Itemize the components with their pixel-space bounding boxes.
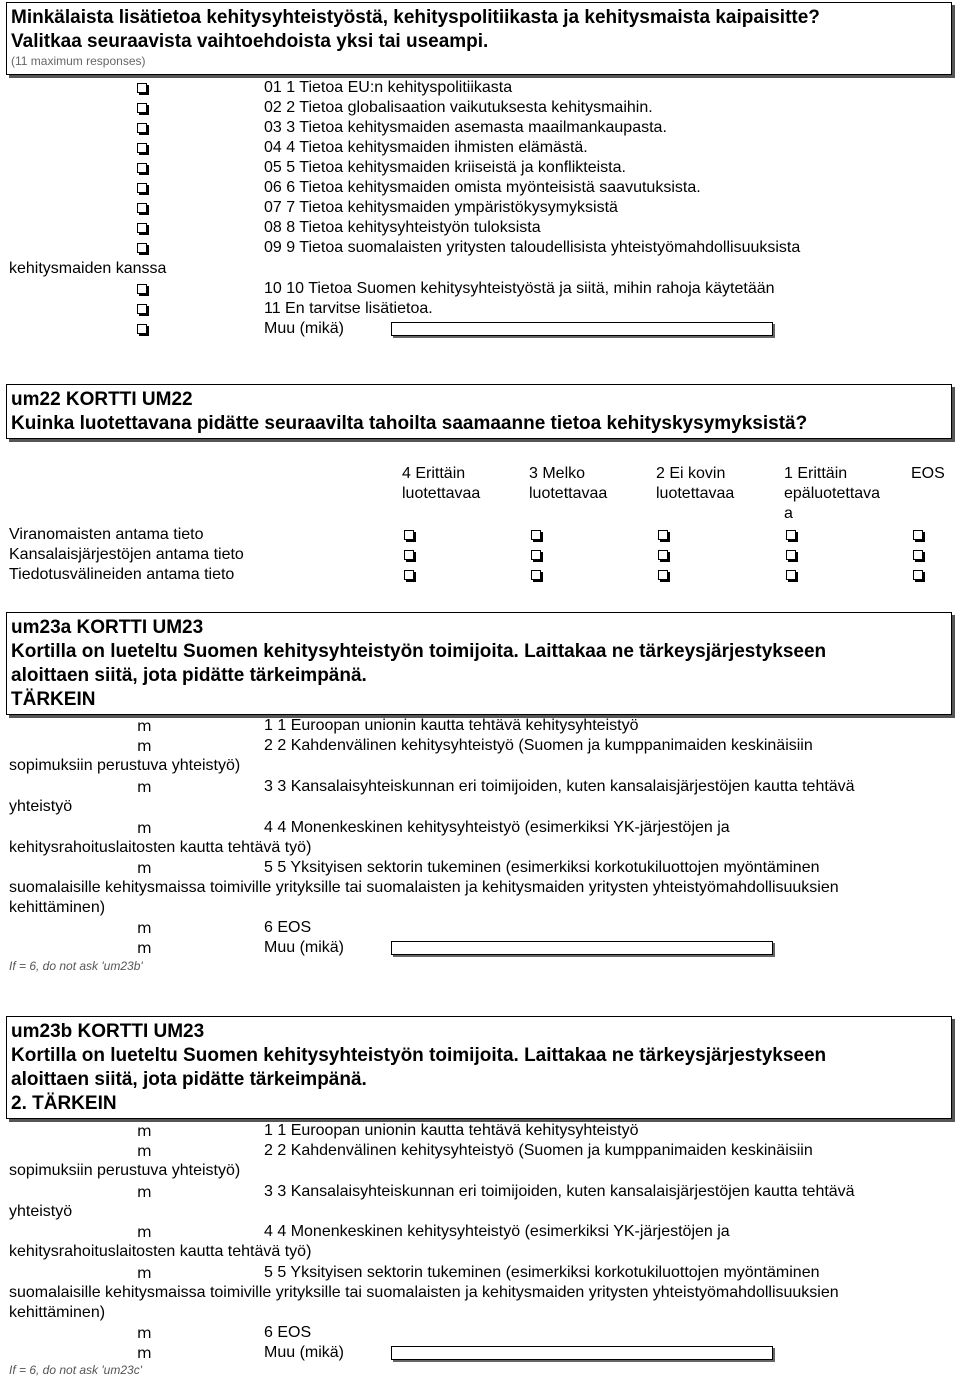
q1-checkbox-04[interactable] — [137, 143, 147, 153]
um22-row-label-3: Tiedotusvälineiden antama tieto — [9, 566, 235, 583]
um22-r3-c3[interactable] — [531, 570, 541, 580]
um23b-option-5-cont2: kehittäminen) — [9, 1304, 106, 1321]
um23b-option-other: Muu (mikä) — [264, 1344, 345, 1361]
um23a-option-4-cont: kehitysrahoituslaitosten kautta tehtävä työ) — [9, 839, 312, 856]
um22-row-label-2: Kansalaisjärjestöjen antama tieto — [9, 546, 244, 563]
um22-r2-c2[interactable] — [658, 550, 668, 560]
um22-r1-eos[interactable] — [913, 530, 923, 540]
um23a-option-4: 4 4 Monenkeskinen kehitysyhteistyö (esimerkiksi YK-järjestöjen ja — [264, 819, 730, 836]
um23b-radio-2[interactable]: m — [137, 1142, 152, 1160]
um22-col-3: 3 Melko luotettavaa — [529, 465, 608, 502]
um23a-option-5: 5 5 Yksityisen sektorin tukeminen (esimerkiksi korkotukiluottojen myöntäminen — [264, 859, 820, 876]
q1-option-04: 04 4 Tietoa kehitysmaiden ihmisten elämästä. — [264, 139, 588, 156]
q1-option-02: 02 2 Tietoa globalisaation vaikutuksesta kehitysmaihin. — [264, 99, 653, 116]
q1-option-other: Muu (mikä) — [264, 320, 345, 337]
um22-code: um22 KORTTI UM22 — [11, 389, 193, 410]
q1-header-box — [6, 2, 952, 75]
q1-title-line2: Valitkaa seuraavista vaihtoehdoista yksi tai useampi. — [11, 31, 489, 52]
um23b-radio-5[interactable]: m — [137, 1264, 152, 1282]
um23b-option-6: 6 EOS — [264, 1324, 312, 1341]
um23a-question-line1: Kortilla on lueteltu Suomen kehitysyhteistyön toimijoita. Laittakaa ne tärkeysjärjestykseen — [11, 641, 827, 662]
um23a-rank: TÄRKEIN — [11, 689, 96, 710]
um23b-option-4: 4 4 Monenkeskinen kehitysyhteistyö (esimerkiksi YK-järjestöjen ja — [264, 1223, 730, 1240]
um22-r1-c4[interactable] — [404, 530, 414, 540]
um23a-radio-4[interactable]: m — [137, 819, 152, 837]
um23b-question-line1: Kortilla on lueteltu Suomen kehitysyhteistyön toimijoita. Laittakaa ne tärkeysjärjestykseen — [11, 1045, 827, 1066]
q1-option-08: 08 8 Tietoa kehitysyhteistyön tuloksista — [264, 219, 541, 236]
q1-checkbox-01[interactable] — [137, 83, 147, 93]
um23a-question-line2: aloittaen siitä, jota pidätte tärkeimpänä. — [11, 665, 367, 686]
q1-title-line1: Minkälaista lisätietoa kehitysyhteistyöstä, kehityspolitiikasta ja kehitysmaista kaipaisitte? — [11, 7, 820, 28]
um23a-option-5-cont2: kehittäminen) — [9, 899, 106, 916]
um23a-header-box — [6, 612, 952, 715]
q1-option-05: 05 5 Tietoa kehitysmaiden kriiseistä ja konflikteista. — [264, 159, 626, 176]
q1-option-09: 09 9 Tietoa suomalaisten yritysten taloudellisista yhteistyömahdollisuuksista — [264, 239, 801, 256]
um23b-radio-1[interactable]: m — [137, 1122, 152, 1140]
um23b-option-5: 5 5 Yksityisen sektorin tukeminen (esimerkiksi korkotukiluottojen myöntäminen — [264, 1264, 820, 1281]
q1-checkbox-09[interactable] — [137, 243, 147, 253]
um22-r1-c3[interactable] — [531, 530, 541, 540]
q1-checkbox-11[interactable] — [137, 304, 147, 314]
q1-max-note: (11 maximum responses) — [11, 54, 146, 68]
um22-r2-c4[interactable] — [404, 550, 414, 560]
um23b-other-input[interactable] — [391, 1346, 773, 1360]
q1-checkbox-02[interactable] — [137, 103, 147, 113]
q1-option-01: 01 1 Tietoa EU:n kehityspolitiikasta — [264, 79, 513, 96]
um23a-option-2-cont: sopimuksiin perustuva yhteistyö) — [9, 757, 241, 774]
um22-col-eos: EOS — [911, 465, 945, 482]
um22-col-1: 1 Erittäin epäluotettava a — [784, 465, 881, 522]
um23b-radio-4[interactable]: m — [137, 1223, 152, 1241]
um23b-option-3: 3 3 Kansalaisyhteiskunnan eri toimijoiden, kuten kansalaisjärjestöjen kautta tehtävä — [264, 1183, 855, 1200]
q1-option-03: 03 3 Tietoa kehitysmaiden asemasta maailmankaupasta. — [264, 119, 667, 136]
um22-r2-eos[interactable] — [913, 550, 923, 560]
um22-r3-c1[interactable] — [786, 570, 796, 580]
q1-option-11: 11 En tarvitse lisätietoa. — [264, 300, 433, 317]
um23a-option-3-cont: yhteistyö — [9, 798, 73, 815]
um23b-option-1: 1 1 Euroopan unionin kautta tehtävä kehitysyhteistyö — [264, 1122, 639, 1139]
um23b-option-3-cont: yhteistyö — [9, 1203, 73, 1220]
um22-r3-c4[interactable] — [404, 570, 414, 580]
um23a-option-5-cont: suomalaisille kehitysmaissa toimiville yrityksille tai suomalaisten ja kehitysmaiden yritysten yhteistyömahdollisuuksien — [9, 879, 839, 896]
q1-option-06: 06 6 Tietoa kehitysmaiden omista myönteisistä saavutuksista. — [264, 179, 701, 196]
um23a-radio-6[interactable]: m — [137, 919, 152, 937]
um23b-radio-other[interactable]: m — [137, 1344, 152, 1362]
q1-option-09-wrap: kehitysmaiden kanssa — [9, 260, 167, 277]
q1-checkbox-10[interactable] — [137, 284, 147, 294]
um22-r1-c2[interactable] — [658, 530, 668, 540]
q1-checkbox-05[interactable] — [137, 163, 147, 173]
q1-checkbox-07[interactable] — [137, 203, 147, 213]
um23a-radio-3[interactable]: m — [137, 778, 152, 796]
um23b-option-2-cont: sopimuksiin perustuva yhteistyö) — [9, 1162, 241, 1179]
um23b-radio-6[interactable]: m — [137, 1324, 152, 1342]
um23a-option-2: 2 2 Kahdenvälinen kehitysyhteistyö (Suomen ja kumppanimaiden keskinäisiin — [264, 737, 813, 754]
um23b-header-box — [6, 1016, 952, 1119]
um22-row-label-1: Viranomaisten antama tieto — [9, 526, 204, 543]
um23a-code: um23a KORTTI UM23 — [11, 617, 204, 638]
q1-checkbox-06[interactable] — [137, 183, 147, 193]
q1-other-input[interactable] — [391, 322, 773, 336]
um23a-radio-1[interactable]: m — [137, 717, 152, 735]
um22-r2-c3[interactable] — [531, 550, 541, 560]
um23b-question-line2: aloittaen siitä, jota pidätte tärkeimpänä. — [11, 1069, 367, 1090]
um23b-option-5-cont: suomalaisille kehitysmaissa toimiville yrityksille tai suomalaisten ja kehitysmaiden yritysten yhteistyömahdollisuuksien — [9, 1284, 839, 1301]
um23b-rank: 2. TÄRKEIN — [11, 1093, 117, 1114]
um22-r1-c1[interactable] — [786, 530, 796, 540]
um23a-other-input[interactable] — [391, 941, 773, 955]
um23a-radio-2[interactable]: m — [137, 737, 152, 755]
um22-col-4: 4 Erittäin luotettavaa — [402, 465, 481, 502]
um22-col-2: 2 Ei kovin luotettavaa — [656, 465, 735, 502]
um23a-radio-5[interactable]: m — [137, 859, 152, 877]
um23b-skip-note: If = 6, do not ask 'um23c' — [9, 1363, 142, 1377]
um22-r3-c2[interactable] — [658, 570, 668, 580]
um23b-option-4-cont: kehitysrahoituslaitosten kautta tehtävä työ) — [9, 1243, 312, 1260]
um23a-skip-note: If = 6, do not ask 'um23b' — [9, 959, 143, 973]
q1-checkbox-08[interactable] — [137, 223, 147, 233]
um22-r3-eos[interactable] — [913, 570, 923, 580]
um23b-radio-3[interactable]: m — [137, 1183, 152, 1201]
q1-option-07: 07 7 Tietoa kehitysmaiden ympäristökysymyksistä — [264, 199, 618, 216]
um23a-option-3: 3 3 Kansalaisyhteiskunnan eri toimijoiden, kuten kansalaisjärjestöjen kautta tehtävä — [264, 778, 855, 795]
um23a-option-6: 6 EOS — [264, 919, 312, 936]
um23b-option-2: 2 2 Kahdenvälinen kehitysyhteistyö (Suomen ja kumppanimaiden keskinäisiin — [264, 1142, 813, 1159]
um23a-option-1: 1 1 Euroopan unionin kautta tehtävä kehitysyhteistyö — [264, 717, 639, 734]
um23b-code: um23b KORTTI UM23 — [11, 1021, 205, 1042]
q1-checkbox-other[interactable] — [137, 324, 147, 334]
um22-question: Kuinka luotettavana pidätte seuraavilta tahoilta saamaanne tietoa kehityskysymyksistä? — [11, 413, 808, 434]
um22-r2-c1[interactable] — [786, 550, 796, 560]
um22-header-box — [6, 384, 952, 439]
q1-checkbox-03[interactable] — [137, 123, 147, 133]
um23a-radio-other[interactable]: m — [137, 939, 152, 957]
q1-option-10: 10 10 Tietoa Suomen kehitysyhteistyöstä ja siitä, mihin rahoja käytetään — [264, 280, 775, 297]
um23a-option-other: Muu (mikä) — [264, 939, 345, 956]
